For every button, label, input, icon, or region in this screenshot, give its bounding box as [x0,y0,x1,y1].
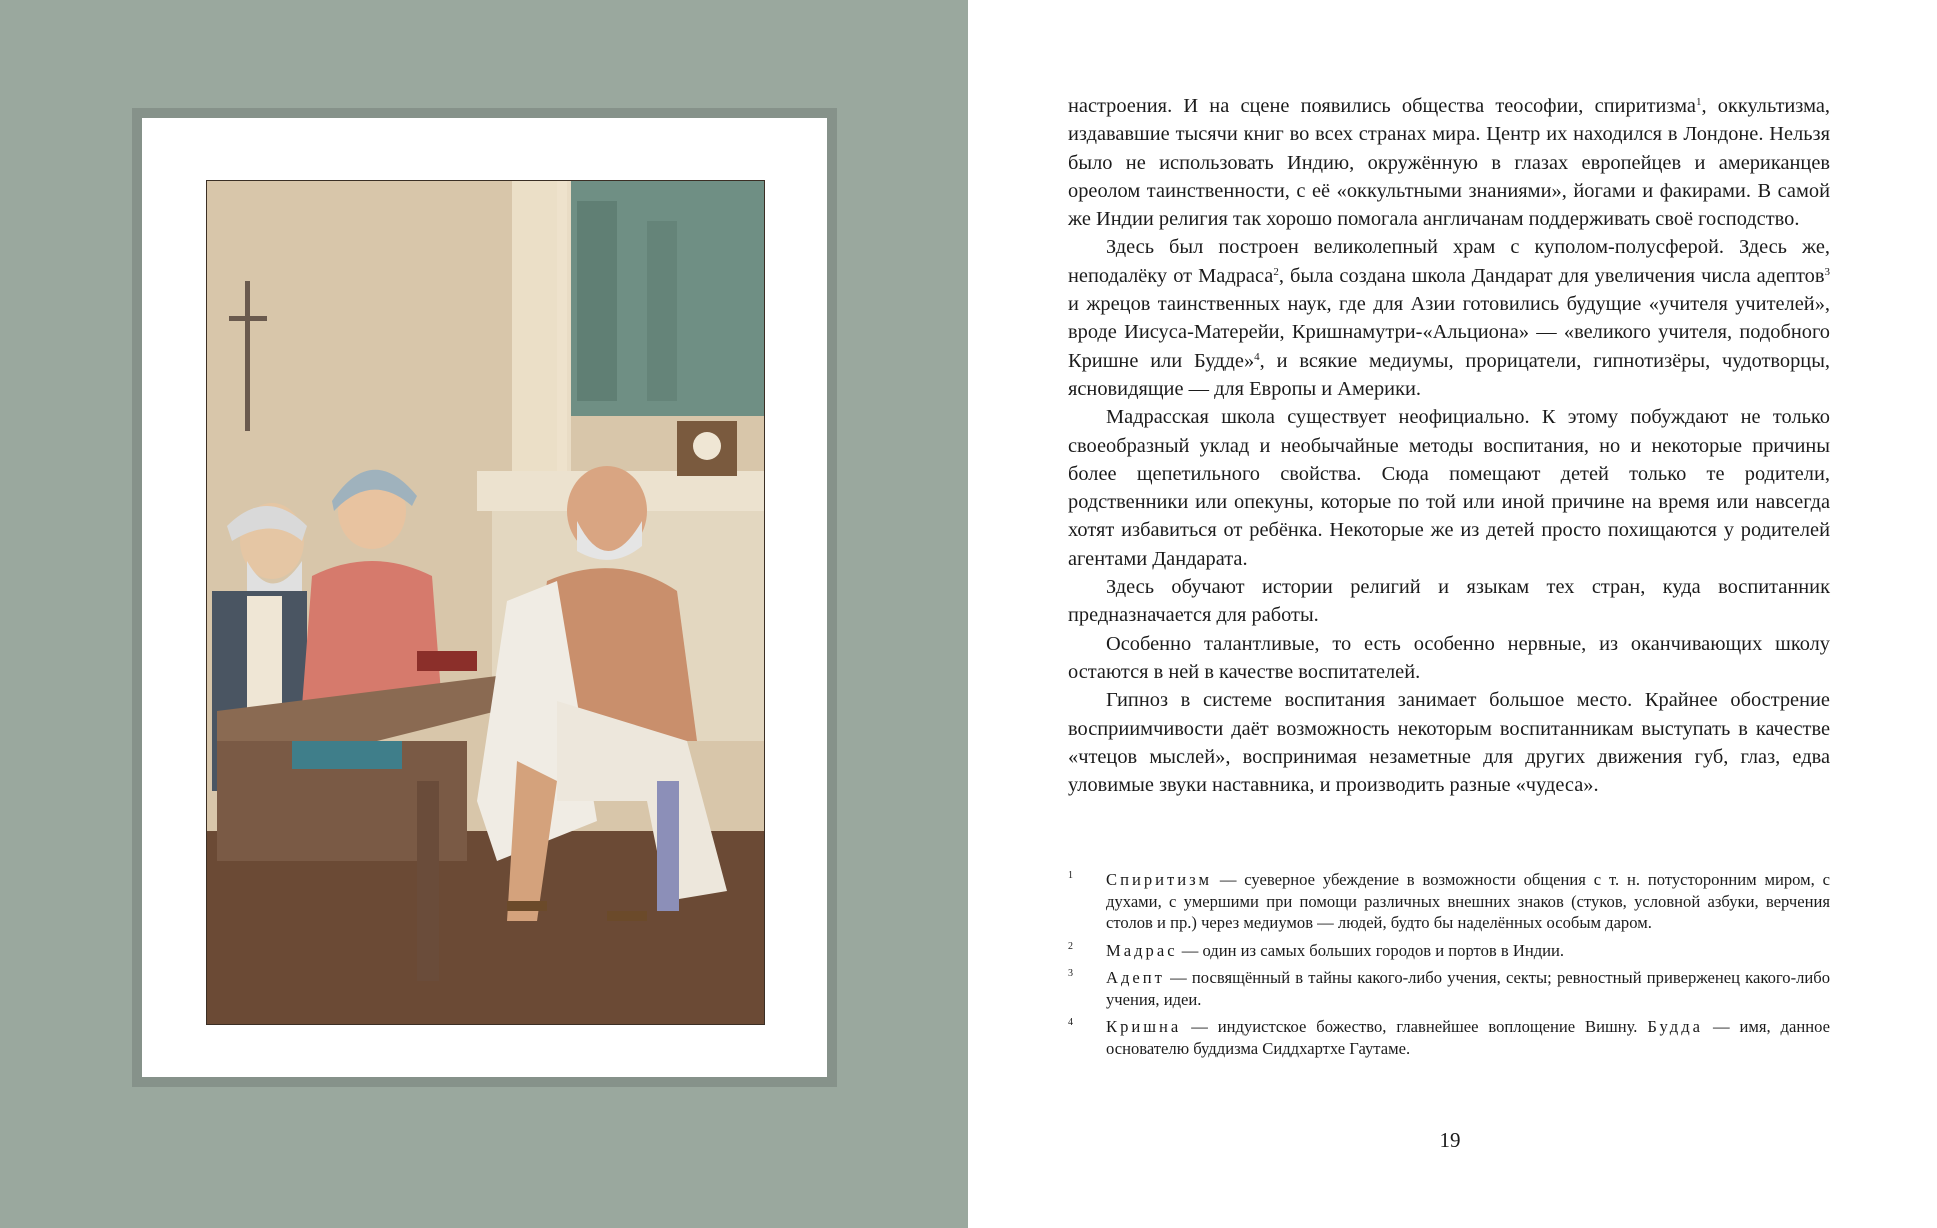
red-book [417,651,477,671]
footnote-number: 2 [1068,940,1073,952]
footnote-text: — один из самых больших городов и портов в Индии. [1177,940,1565,960]
paragraph-2-text-c: и жрецов таинственных наук, где для Азии готовились будущие «учителя учителей», вроде Иисуса-Матерейи, Кришнамутри-«Альциона» — «великого учителя, подобного Кришне или Будде» [1068,293,1830,372]
footnote-text: — суеверное убеждение в возможности общения с т. н. потусторонним миром, с духами, с умершими при помощи различных внешних знаков (стуков, условной азбуки, верчения столов и пр.) через медиумов — людей, будто бы наделённых особым даром. [1106,870,1830,932]
paragraph-5: Особенно талантливые, то есть особенно нервные, из оканчивающих школу остаются в ней в качестве воспитателей. [1068,632,1830,683]
right-page [968,0,1937,1228]
footnote-3 [1068,967,1830,1010]
footnote-term: Будда [1647,1017,1704,1036]
footnote-number: 4 [1068,1017,1073,1028]
footnote-number: 1 [1068,870,1073,881]
footnote-2 [1068,940,1830,962]
footnote-ref-4[interactable]: 4 [1254,350,1260,363]
footnote-ref-3[interactable]: 3 [1824,265,1830,278]
paragraph-2-text-b: , была создана школа Дандарат для увеличения числа адептов [1278,264,1825,287]
footnote-number: 3 [1068,968,1073,979]
page-number: 19 [1439,1128,1461,1152]
footnote-term: Кришна [1106,1017,1182,1036]
footnote-1 [1068,869,1830,934]
footnote-text: — имя, данное основателю буддизма Сиддхартхе Гаутаме. [1106,1017,1830,1058]
left-page [0,0,968,1228]
footnote-4 [1068,1016,1830,1059]
footnotes [1068,869,1830,1065]
footnote-text: — индуистское божество, главнейшее воплощение Вишну. [1181,1017,1648,1036]
paragraph-4: Здесь обучают истории религий и языкам тех стран, куда воспитанник предназначается для работы. [1068,576,1830,627]
footnote-term: Адепт [1106,968,1165,987]
paragraph-1-text-b: , оккультизма, издававшие тысячи книг во всех странах мира. Центр их находился в Лондоне. Нельзя было не использовать Индию, окружённую в глазах европейцев и американцев ореолом таинственности, с её «оккультными знаниями», йогами и факирами. В самой же Индии религия так хорошо помогала англичанам поддерживать своё господство. [1068,95,1830,231]
footnote-term: Спиритизм [1106,870,1212,889]
paragraph-3: Мадрасская школа существует неофициально. К этому побуждают не только своеобразный уклад и необычайные методы воспитания, но и некоторые причины более щепетильного свойства. Сюда помещают детей только те родители, родственники или опекуны, которые по той или иной причине на время или навсегда хотят избавиться от ребёнка. Некоторые же из детей просто похищаются у родителей агентами Дандарата. [1068,406,1830,570]
paragraph-6: Гипноз в системе воспитания занимает большое место. Крайнее обострение восприимчивости даёт возможность некоторым воспитанникам выступать в качестве «чтецов мыслей», воспринимая незаметные для других движения губ, глаз, едва уловимые звуки наставника, и производить разные «чудеса». [1068,689,1830,797]
paragraph-1-text-a: настроения. И на сцене появились общества теософии, спиритизма [1068,95,1696,117]
watercolor-illustration-icon [206,180,765,1025]
paragraph-2-text-a: Здесь был построен великолепный храм с куполом-полусферой. Здесь же, неподалёку от Мадраса [1068,236,1830,287]
body-text [1068,92,1830,799]
crucifix [245,281,250,431]
footnote-text: — посвящённый в тайны какого-либо учения, секты; ревностный приверженец какого-либо учения, идеи. [1106,968,1830,1009]
footnote-ref-2[interactable]: 2 [1273,265,1279,278]
paragraph-2-text-d: , и всякие медиумы, прорицатели, гипнотизёры, чудотворцы, ясновидящие — для Европы и Америки. [1068,349,1830,400]
footnote-term: Мадрас [1106,940,1178,960]
illustration-drawing [207,181,764,1024]
blue-book [292,741,402,769]
paragraph-1 [1068,92,1830,233]
footnote-ref-1[interactable]: 1 [1695,96,1702,108]
paragraph-2 [1068,233,1830,403]
